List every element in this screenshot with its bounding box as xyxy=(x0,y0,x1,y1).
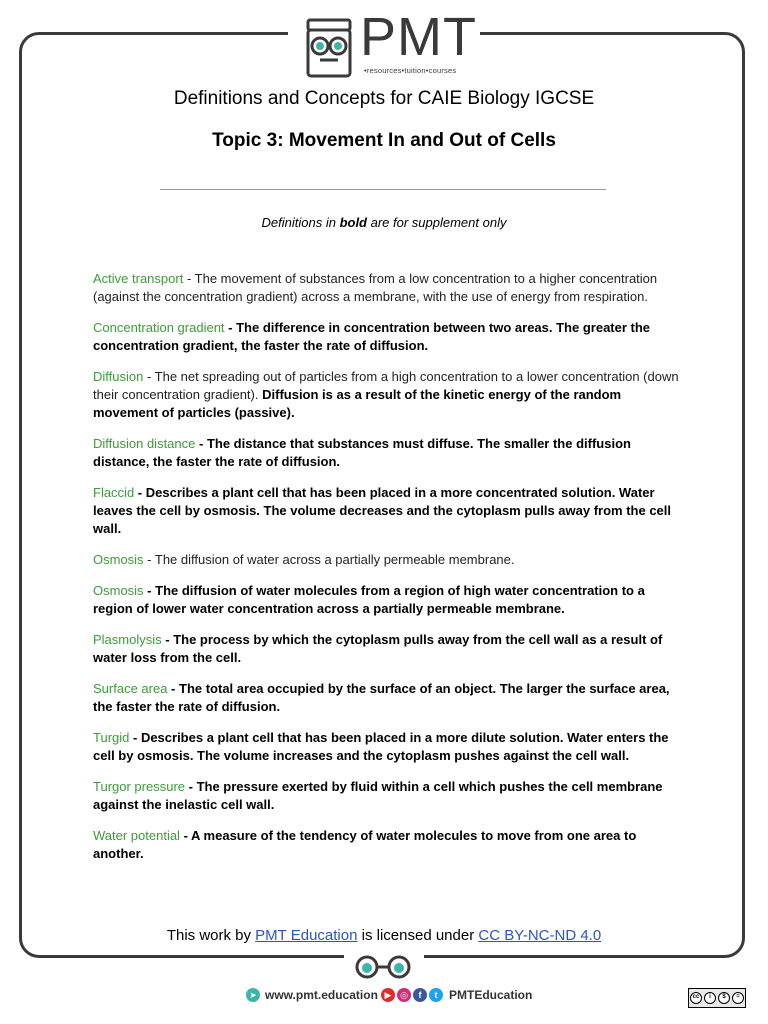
definition-item: Osmosis - The diffusion of water across a partially permeable membrane. xyxy=(93,552,515,567)
definition-term: Osmosis xyxy=(93,583,144,598)
note-text: Definitions in xyxy=(261,215,340,230)
document-title: Definitions and Concepts for CAIE Biology IGCSE xyxy=(173,88,595,109)
definition-item: Concentration gradient - The difference in concentration between two areas. The greater the concentration gradient, the faster the rate of diffusion. xyxy=(93,320,651,353)
definition-item: Turgor pressure - The pressure exerted by fluid within a cell which pushes the cell membrane against the inelastic cell wall. xyxy=(93,779,663,812)
social-footer[interactable] xyxy=(381,988,532,1002)
book-owl-icon xyxy=(300,16,358,80)
definition-text: The net spreading out of particles from a high concentration to a lower concentration (down their concentration gradient). xyxy=(93,369,679,402)
definition-term: Concentration gradient xyxy=(93,320,225,335)
definition-text: The movement of substances from a low concentration to a higher concentration (against the concentration gradient) across a membrane, with the use of energy from respiration. xyxy=(93,271,658,304)
note-text: are for supplement only xyxy=(367,215,507,230)
supplement-note xyxy=(0,215,768,230)
logo-tagline: •resources•tuition•courses xyxy=(364,66,457,75)
license-text: This work by xyxy=(166,927,256,944)
definition-supplement: Describes a plant cell that has been placed in a more dilute solution. Water enters the cell by osmosis. The volume increases and the cytoplasm pushes against the cell wall. xyxy=(93,730,669,763)
definition-item: Diffusion distance - The distance that substances must diffuse. The smaller the diffusion distance, the faster the rate of diffusion. xyxy=(93,436,631,469)
definition-supplement: The process by which the cytoplasm pulls away from the cell wall as a result of water loss from the cell. xyxy=(93,632,663,665)
pmt-education-link[interactable]: PMT Education xyxy=(255,927,358,944)
definition-item: Turgid - Describes a plant cell that has been placed in a more dilute solution. Water enters the cell by osmosis. The volume increases and the cytoplasm pushes against the cell wall. xyxy=(93,730,669,763)
definition-term: Plasmolysis xyxy=(93,632,162,647)
facebook-icon: f xyxy=(413,988,427,1002)
definition-supplement: Diffusion is as a result of the kinetic energy of the random movement of particles (passive). xyxy=(93,387,622,420)
twitter-icon: t xyxy=(429,988,443,1002)
definition-term: Diffusion xyxy=(93,369,144,384)
definition-item: Water potential - A measure of the tendency of water molecules to move from one area to another. xyxy=(93,828,637,861)
definition-item: Osmosis - The diffusion of water molecules from a region of high water concentration to a region of lower water concentration across a partially permeable membrane. xyxy=(93,583,645,616)
divider xyxy=(160,189,606,190)
by-icon: i xyxy=(704,992,716,1004)
definition-item: Active transport - The movement of substances from a low concentration to a higher concentration (against the concentration gradient) across a membrane, with the use of energy from respiration. xyxy=(93,271,658,304)
definition-term: Turgid xyxy=(93,730,130,745)
pmt-logo xyxy=(300,7,477,82)
definition-item: Surface area - The total area occupied by the surface of an object. The larger the surface area, the faster the rate of diffusion. xyxy=(93,681,670,714)
definition-item: Diffusion - The net spreading out of particles from a high concentration to a lower concentration (down their concentration gradient). Diffusion is as a result of the kinetic energy of the random movement of particles (passive). xyxy=(93,369,679,420)
cc-icon: cc xyxy=(690,992,702,1004)
definition-item: Flaccid - Describes a plant cell that has been placed in a more concentrated solution. Water leaves the cell by osmosis. The volume decreases and the cytoplasm pulls away from the cell wall. xyxy=(93,485,672,536)
youtube-icon: ▶ xyxy=(381,988,395,1002)
website-footer[interactable] xyxy=(246,988,378,1002)
note-bold-word: bold xyxy=(339,215,367,230)
definition-term: Flaccid xyxy=(93,485,135,500)
definition-term: Water potential xyxy=(93,828,180,843)
definitions-list xyxy=(93,270,683,876)
instagram-icon: ◎ xyxy=(397,988,411,1002)
definition-item: Plasmolysis - The process by which the cytoplasm pulls away from the cell wall as a result of water loss from the cell. xyxy=(93,632,663,665)
cc-license-link[interactable]: CC BY-NC-ND 4.0 xyxy=(478,927,602,944)
definition-supplement: The difference in concentration between two areas. The greater the concentration gradient, the faster the rate of diffusion. xyxy=(93,320,651,353)
definition-text: The diffusion of water across a partially permeable membrane. xyxy=(154,552,515,567)
social-handle: PMTEducation xyxy=(449,988,533,1002)
definition-supplement: The distance that substances must diffuse. The smaller the diffusion distance, the faster the rate of diffusion. xyxy=(93,436,631,469)
definition-term: Turgor pressure xyxy=(93,779,185,794)
definition-supplement: A measure of the tendency of water molecules to move from one area to another. xyxy=(93,828,637,861)
definition-term: Surface area xyxy=(93,681,168,696)
definition-supplement: The total area occupied by the surface of an object. The larger the surface area, the faster the rate of diffusion. xyxy=(93,681,670,714)
website-text: www.pmt.education xyxy=(265,988,378,1002)
topic-title: Topic 3: Movement In and Out of Cells xyxy=(212,130,556,151)
license-text: is licensed under xyxy=(357,927,479,944)
definition-supplement: Describes a plant cell that has been placed in a more concentrated solution. Water leaves the cell by osmosis. The volume decreases and the cytoplasm pulls away from the cell wall. xyxy=(93,485,672,536)
cc-license-badge xyxy=(688,988,746,1008)
definition-term: Active transport xyxy=(93,271,184,286)
definition-term: Osmosis xyxy=(93,552,144,567)
cursor-icon: ➤ xyxy=(246,988,260,1002)
definition-term: Diffusion distance xyxy=(93,436,196,451)
nc-icon: $ xyxy=(718,992,730,1004)
glasses-icon xyxy=(350,955,416,979)
page-footer xyxy=(0,988,768,1008)
logo-wordmark: PMT xyxy=(360,7,477,67)
license-line xyxy=(0,927,768,944)
nd-icon: = xyxy=(732,992,744,1004)
definition-supplement: The diffusion of water molecules from a region of high water concentration to a region of lower water concentration across a partially permeable membrane. xyxy=(93,583,645,616)
definition-supplement: The pressure exerted by fluid within a cell which pushes the cell membrane against the inelastic cell wall. xyxy=(93,779,663,812)
